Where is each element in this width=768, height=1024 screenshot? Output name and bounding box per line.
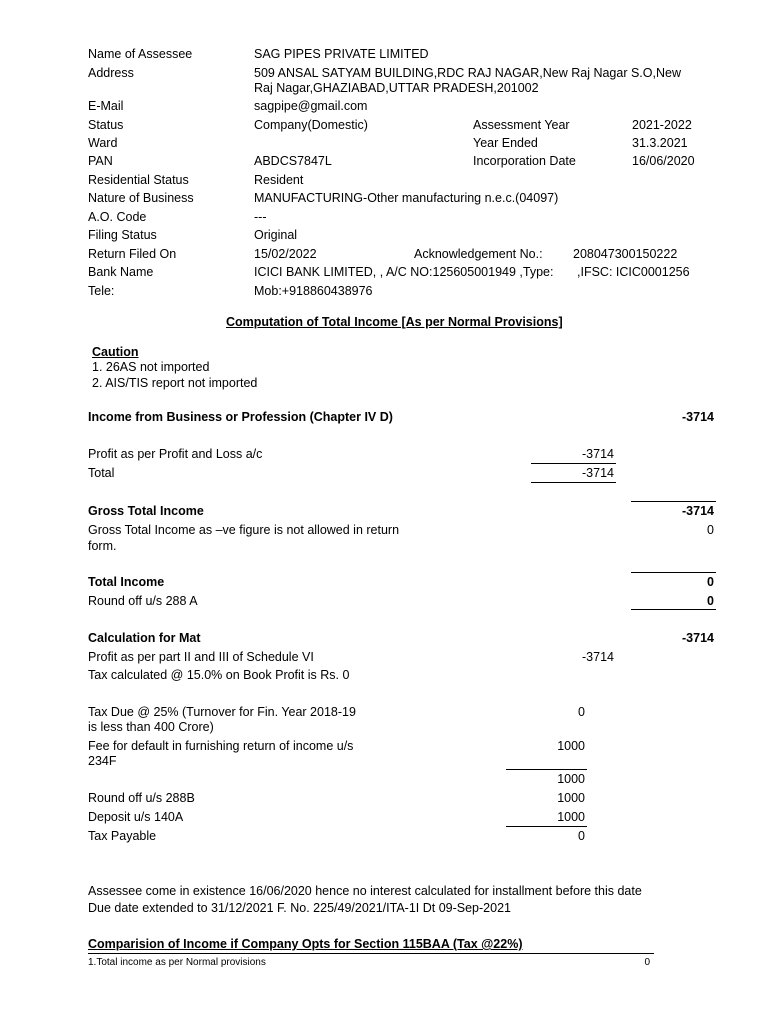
- tax-due-line2: is less than 400 Crore): [88, 720, 214, 734]
- gti-note-line2: form.: [88, 539, 117, 553]
- gti-note-line1: Gross Total Income as –ve figure is not allowed in return: [88, 523, 400, 537]
- fee-234f-line2: 234F: [88, 754, 117, 768]
- year-ended-label: Year Ended: [473, 136, 538, 150]
- return-filed-label: Return Filed On: [88, 247, 177, 261]
- name-value: SAG PIPES PRIVATE LIMITED: [254, 47, 429, 61]
- email-value: sagpipe@gmail.com: [254, 99, 368, 113]
- mat-profit-label: Profit as per part II and III of Schedule VI: [88, 650, 314, 664]
- caution-item: 2. AIS/TIS report not imported: [92, 376, 258, 390]
- return-filed-value: 15/02/2022: [254, 247, 317, 261]
- divider-line: [506, 769, 587, 770]
- bank-name-label: Bank Name: [88, 265, 154, 279]
- divider-line: [531, 482, 616, 483]
- divider-line: [88, 953, 654, 954]
- round-off-288b-value: 1000: [557, 791, 585, 805]
- fee-234f-value: 1000: [557, 739, 585, 753]
- divider-line: [531, 463, 616, 464]
- tele-label: Tele:: [88, 284, 115, 298]
- divider-line: [631, 501, 716, 502]
- comparison-heading: Comparision of Income if Company Opts for Section 115BAA (Tax @22%): [88, 937, 523, 951]
- filing-status-value: Original: [254, 228, 298, 242]
- tax-payable-value: 0: [578, 829, 585, 843]
- profit-pl-label: Profit as per Profit and Loss a/c: [88, 447, 263, 461]
- pan-value: ABDCS7847L: [254, 154, 332, 168]
- address-line2: Raj Nagar,GHAZIABAD,UTTAR PRADESH,201002: [254, 81, 539, 95]
- gross-total-income-heading: Gross Total Income: [88, 504, 204, 518]
- tax-due-value: 0: [578, 705, 585, 719]
- filing-status-label: Filing Status: [88, 228, 157, 242]
- computation-title: Computation of Total Income [As per Normal Provisions]: [226, 315, 563, 329]
- year-ended-value: 31.3.2021: [632, 136, 688, 150]
- tax-subtotal-value: 1000: [557, 772, 585, 786]
- caution-title: Caution: [92, 345, 139, 359]
- round-off-288b-label: Round off u/s 288B: [88, 791, 195, 805]
- due-date-note: Due date extended to 31/12/2021 F. No. 225/49/2021/ITA-1I Dt 09-Sep-2021: [88, 901, 511, 915]
- comparison-row-label: 1.Total income as per Normal provisions: [88, 957, 266, 968]
- ifsc-value: ,IFSC: ICIC0001256: [577, 265, 690, 279]
- deposit-140a-value: 1000: [557, 810, 585, 824]
- pan-label: PAN: [88, 154, 113, 168]
- tele-value: Mob:+918860438976: [254, 284, 373, 298]
- incorporation-date-value: 16/06/2020: [632, 154, 695, 168]
- address-line1: 509 ANSAL SATYAM BUILDING,RDC RAJ NAGAR,New Raj Nagar S.O,New: [254, 66, 681, 80]
- name-label: Name of Assessee: [88, 47, 193, 61]
- business-income-heading: Income from Business or Profession (Chapter IV D): [88, 410, 393, 424]
- business-total-label: Total: [88, 466, 115, 480]
- mat-heading: Calculation for Mat: [88, 631, 201, 645]
- ao-code-label: A.O. Code: [88, 210, 147, 224]
- gross-total-income-value: -3714: [682, 504, 714, 518]
- round-off-288a-label: Round off u/s 288 A: [88, 594, 198, 608]
- round-off-288a-value: 0: [707, 594, 714, 608]
- mat-heading-value: -3714: [682, 631, 714, 645]
- gti-note-value: 0: [707, 523, 714, 537]
- mat-tax-calculated: Tax calculated @ 15.0% on Book Profit is Rs. 0: [88, 668, 350, 682]
- fee-234f-line1: Fee for default in furnishing return of income u/s: [88, 739, 354, 753]
- deposit-140a-label: Deposit u/s 140A: [88, 810, 184, 824]
- business-total-value: -3714: [582, 466, 614, 480]
- residential-status-value: Resident: [254, 173, 304, 187]
- ao-code-value: ---: [254, 210, 267, 224]
- tax-due-line1: Tax Due @ 25% (Turnover for Fin. Year 2018-19: [88, 705, 356, 719]
- total-income-value: 0: [707, 575, 714, 589]
- divider-line: [506, 826, 587, 827]
- divider-line: [631, 609, 716, 610]
- status-value: Company(Domestic): [254, 118, 368, 132]
- assessment-year-label: Assessment Year: [473, 118, 570, 132]
- comparison-row-value: 0: [644, 957, 650, 968]
- interest-note: Assessee come in existence 16/06/2020 hence no interest calculated for installment before this date: [88, 884, 642, 898]
- assessment-year-value: 2021-2022: [632, 118, 692, 132]
- business-income-value: -3714: [682, 410, 714, 424]
- acknowledgement-label: Acknowledgement No.:: [414, 247, 543, 261]
- nature-of-business-label: Nature of Business: [88, 191, 194, 205]
- acknowledgement-value: 208047300150222: [573, 247, 678, 261]
- residential-status-label: Residential Status: [88, 173, 189, 187]
- total-income-heading: Total Income: [88, 575, 165, 589]
- status-label: Status: [88, 118, 124, 132]
- incorporation-date-label: Incorporation Date: [473, 154, 576, 168]
- address-label: Address: [88, 66, 134, 80]
- nature-of-business-value: MANUFACTURING-Other manufacturing n.e.c.(04097): [254, 191, 559, 205]
- caution-item: 1. 26AS not imported: [92, 360, 210, 374]
- ward-label: Ward: [88, 136, 118, 150]
- bank-name-value: ICICI BANK LIMITED, , A/C NO:125605001949 ,Type:: [254, 265, 554, 279]
- profit-pl-value: -3714: [582, 447, 614, 461]
- divider-line: [631, 572, 716, 573]
- tax-payable-label: Tax Payable: [88, 829, 157, 843]
- mat-profit-value: -3714: [582, 650, 614, 664]
- email-label: E-Mail: [88, 99, 124, 113]
